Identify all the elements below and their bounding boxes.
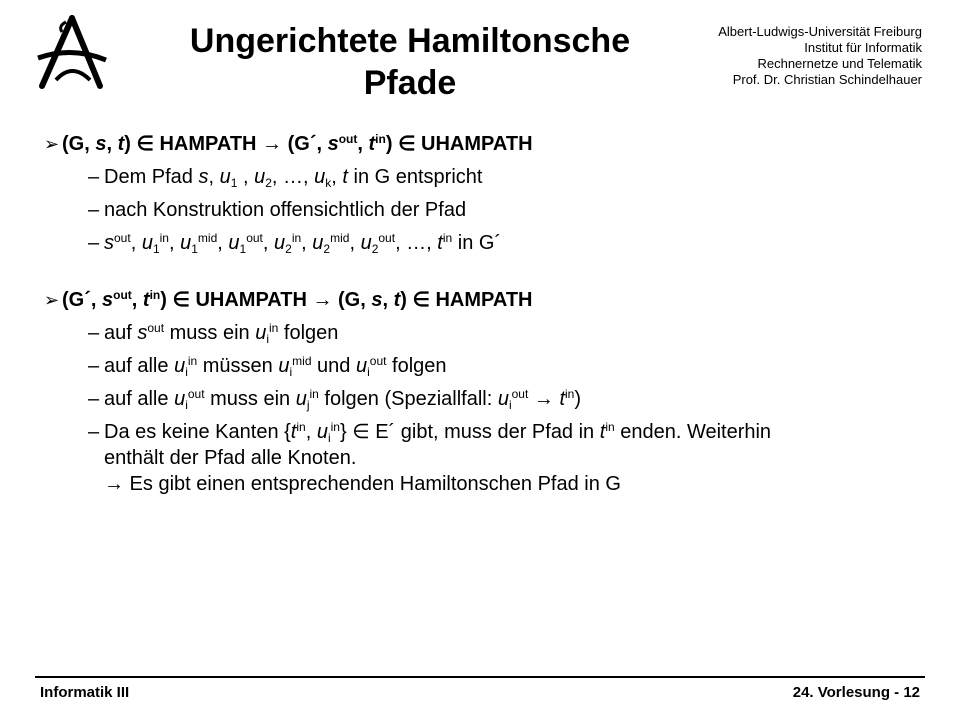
text-run: s	[198, 166, 209, 188]
superscript: out	[187, 387, 205, 401]
text-run: ,	[237, 166, 255, 188]
text-run: nach Konstruktion offensichtlich der Pfad	[104, 199, 467, 221]
text-run: HAMPATH	[429, 289, 533, 311]
text-run: ,	[382, 289, 394, 311]
title-line-1: Ungerichtete Hamiltonsche	[189, 22, 631, 60]
dash-marker: –	[88, 199, 100, 221]
text-run: u	[255, 322, 267, 344]
superscript: out	[114, 231, 131, 245]
subscript: 1	[230, 176, 238, 190]
dash-marker: –	[88, 232, 100, 254]
institution-institute: Institut für Informatik	[804, 40, 922, 55]
superscript: in	[309, 387, 319, 401]
superscript: in	[187, 354, 198, 368]
text-run: ,	[301, 232, 313, 254]
text-run: u	[274, 232, 286, 254]
text-run: ,	[208, 166, 220, 188]
dash-item-sout-followed	[44, 320, 924, 346]
text-run: Dem Pfad	[104, 166, 199, 188]
text-run: u	[228, 232, 240, 254]
superscript: out	[378, 231, 396, 245]
arrow-bullet-icon: ➢	[44, 290, 60, 310]
text-run: ,	[305, 421, 317, 443]
text-run: u	[278, 355, 290, 377]
dash-marker: –	[88, 166, 100, 188]
dash-marker: –	[88, 421, 100, 443]
subscript: i	[185, 398, 188, 412]
subscript: 2	[285, 242, 292, 256]
text-run: folgen	[386, 355, 447, 377]
text-run: muss ein	[204, 388, 296, 410]
text-run: ,	[331, 166, 343, 188]
text-run: s	[104, 232, 114, 254]
text-run: und	[311, 355, 356, 377]
element-of-symbol: ∈	[398, 133, 416, 155]
text-run: s	[371, 289, 383, 311]
superscript: mid	[197, 231, 218, 245]
subscript: i	[327, 431, 331, 445]
text-run: Da es keine Kanten {	[104, 421, 291, 443]
title-line-2: Pfade	[363, 64, 457, 102]
institution-professor: Prof. Dr. Christian Schindelhauer	[732, 72, 922, 87]
superscript: out	[246, 231, 263, 245]
text-run: s	[137, 322, 148, 344]
text-run: in G´	[452, 232, 502, 254]
subscript: 2	[371, 242, 379, 256]
text-run: t	[559, 388, 565, 410]
text-run: t	[599, 421, 606, 443]
dash-item-construction	[44, 197, 924, 223]
text-run: )	[385, 133, 399, 155]
superscript: in	[291, 231, 302, 245]
text-run: UHAMPATH → (G,	[189, 289, 372, 311]
superscript: out	[147, 321, 165, 335]
subscript: 1	[152, 242, 160, 256]
superscript: in	[269, 321, 279, 335]
text-run: , …,	[395, 232, 438, 254]
text-run: u	[355, 355, 368, 377]
text-run: u	[174, 388, 186, 410]
dash-marker: –	[88, 322, 100, 344]
element-of-symbol: ∈	[172, 289, 190, 311]
text-run: s	[327, 133, 339, 155]
text-run: ,	[168, 232, 181, 254]
bullet-uhampath-to-hampath	[44, 286, 924, 314]
text-line: enthält der Pfad alle Knoten.	[104, 447, 357, 469]
subscript: j	[306, 398, 310, 412]
text-run: müssen	[197, 355, 279, 377]
element-of-symbol: ∈	[412, 289, 430, 311]
text-run: )	[574, 388, 582, 410]
text-run: ,	[131, 289, 143, 311]
superscript: out	[113, 288, 132, 302]
text-run: t	[117, 133, 125, 155]
superscript: in	[605, 420, 615, 434]
text-run: folgen	[278, 322, 339, 344]
subscript: 2	[323, 242, 331, 256]
text-run: t	[437, 232, 443, 254]
slide-content	[44, 130, 924, 504]
text-run: s	[95, 133, 107, 155]
text-run: u	[174, 355, 186, 377]
text-run: (G´,	[62, 289, 102, 311]
text-run: UHAMPATH	[415, 133, 533, 155]
text-run: in G entspricht	[347, 166, 483, 188]
text-run: u	[316, 421, 328, 443]
text-run: t	[342, 166, 348, 188]
subscript: i	[367, 365, 370, 379]
superscript: in	[149, 288, 161, 302]
subscript: 2	[265, 176, 272, 190]
superscript: in	[330, 420, 340, 434]
superscript: in	[565, 387, 575, 401]
text-run: u	[219, 166, 231, 188]
slide-title	[150, 20, 670, 104]
institution-department: Rechnernetze und Telematik	[757, 56, 922, 71]
text-run: (G,	[62, 133, 96, 155]
dash-marker: –	[88, 388, 100, 410]
dash-marker: –	[88, 355, 100, 377]
text-run: auf	[104, 322, 138, 344]
element-of-symbol: ∈	[352, 421, 370, 443]
text-run: folgen (Speziallfall:	[318, 388, 498, 410]
text-run: ,	[262, 232, 274, 254]
text-run: u	[314, 166, 326, 188]
text-run: HAMPATH → (G´,	[153, 133, 328, 155]
footer-course: Informatik III	[40, 684, 130, 701]
superscript: in	[375, 132, 386, 146]
superscript: out	[338, 132, 358, 146]
subscript: i	[289, 365, 293, 379]
text-run: t	[142, 289, 150, 311]
text-run: u	[497, 388, 509, 410]
text-run: muss ein	[164, 322, 256, 344]
text-run: enden. Weiterhin	[614, 421, 772, 443]
superscript: in	[159, 231, 169, 245]
text-run: ,	[349, 232, 361, 254]
text-run: ,	[130, 232, 142, 254]
text-run: u	[254, 166, 266, 188]
text-run: u	[295, 388, 307, 410]
text-run: t	[393, 289, 401, 311]
subscript: k	[325, 176, 332, 190]
institution-block	[662, 24, 922, 88]
text-run: u	[141, 232, 153, 254]
footer-divider	[35, 676, 925, 678]
subscript: i	[185, 365, 188, 379]
subscript: 1	[239, 242, 247, 256]
spacer	[44, 263, 924, 286]
text-run: t	[368, 133, 376, 155]
text-run: u	[312, 232, 324, 254]
superscript: mid	[330, 231, 350, 245]
bullet-hampath-to-uhampath	[44, 130, 924, 158]
text-run: )	[400, 289, 413, 311]
superscript: mid	[292, 354, 312, 368]
text-run: auf alle	[104, 388, 175, 410]
text-run: ,	[106, 133, 118, 155]
footer-lecture-page: 24. Vorlesung - 12	[792, 684, 920, 701]
subscript: 1	[191, 242, 198, 256]
text-run: u	[360, 232, 372, 254]
dash-item-uout-followed	[44, 386, 924, 412]
superscript: in	[442, 231, 453, 245]
text-run: auf alle	[104, 355, 175, 377]
institution-university: Albert-Ludwigs-Universität Freiburg	[718, 24, 922, 39]
text-run: t	[290, 421, 297, 443]
element-of-symbol: ∈	[136, 133, 154, 155]
text-line	[104, 419, 924, 445]
text-run: )	[160, 289, 173, 311]
text-run: }	[339, 421, 353, 443]
subscript: i	[266, 332, 269, 346]
subscript: i	[508, 398, 512, 412]
text-run: )	[124, 133, 137, 155]
university-logo	[28, 14, 112, 90]
text-run: ,	[217, 232, 229, 254]
text-run: u	[180, 232, 192, 254]
text-run: →	[528, 388, 560, 410]
text-line: → Es gibt einen entsprechenden Hamiltonschen Pfad in G	[104, 473, 621, 495]
text-run: , …,	[271, 166, 315, 188]
text-run: ,	[357, 133, 369, 155]
superscript: out	[511, 387, 529, 401]
superscript: out	[369, 354, 387, 368]
dash-item-no-edges	[44, 419, 924, 497]
arrow-bullet-icon: ➢	[44, 134, 60, 154]
superscript: in	[296, 420, 306, 434]
text-run: s	[102, 289, 114, 311]
dash-item-path-in-g	[44, 164, 924, 190]
dash-item-uin-followed	[44, 353, 924, 379]
dash-item-path-in-g-prime	[44, 230, 924, 256]
text-run: E´ gibt, muss der Pfad in	[369, 421, 600, 443]
